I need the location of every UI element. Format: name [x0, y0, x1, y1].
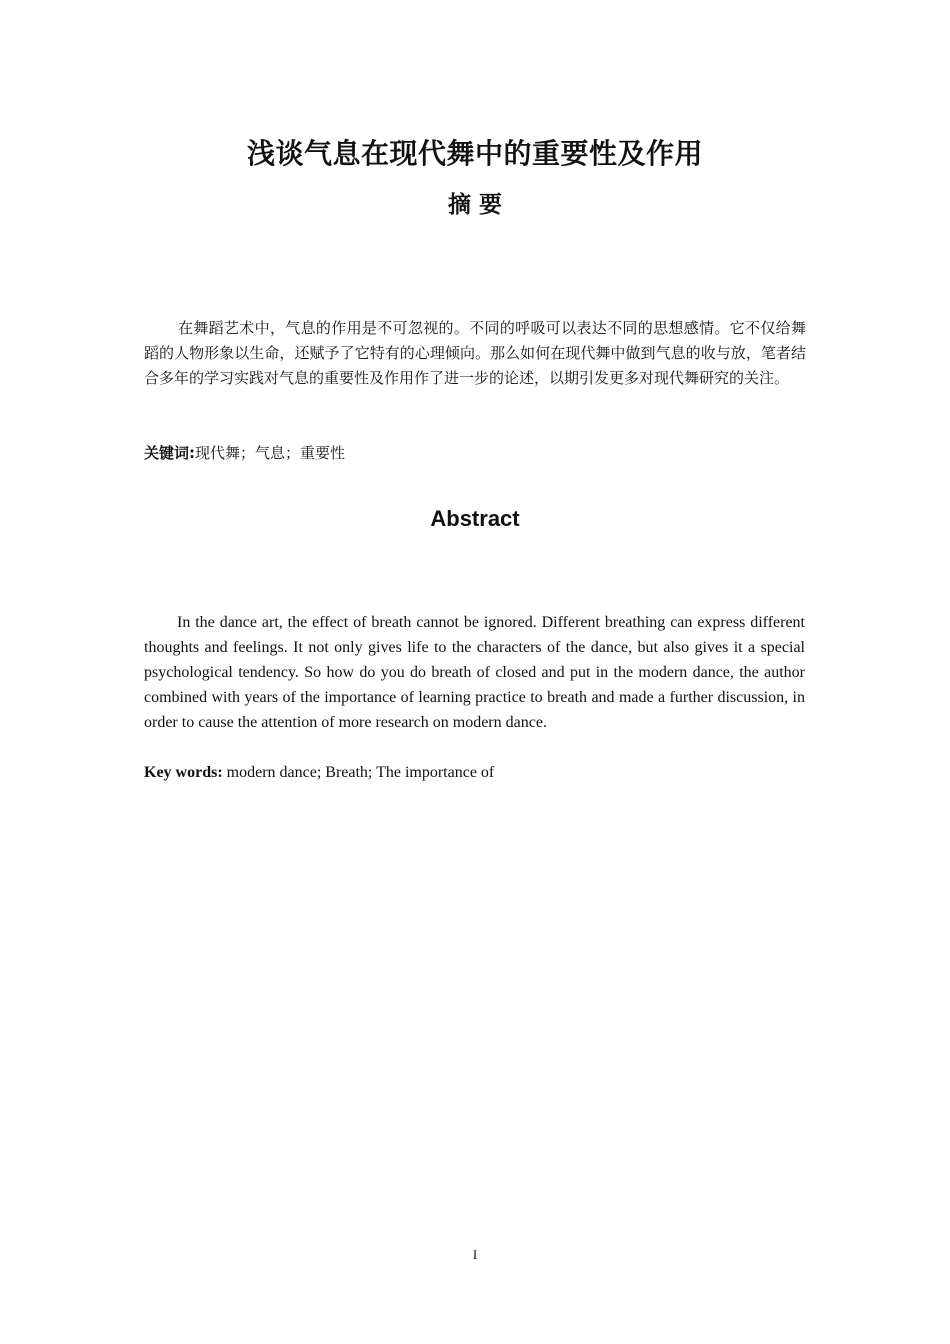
abstract-heading-cn: 摘 要 [447, 192, 502, 218]
keywords-en [144, 760, 805, 785]
keywords-en-values: modern dance; Breath; The importance of [226, 764, 495, 781]
keywords-cn-values: 现代舞；气息；重要性 [195, 444, 346, 462]
keywords-en-label: Key words: [144, 764, 223, 781]
page-number: I [472, 1247, 478, 1262]
keywords-cn [144, 441, 806, 466]
abstract-heading-en: Abstract [430, 506, 520, 531]
abstract-body-cn: 在舞蹈艺术中，气息的作用是不可忽视的。不同的呼吸可以表达不同的思想感情。它不仅给舞蹈的人物形象以生命，还赋予了它特有的心理倾向。那么如何在现代舞中做到气息的收与放，笔者结合多年的学习实践对气息的重要性及作用作了进一步的论述，以期引发更多对现代舞研究的关注。 [144, 319, 806, 387]
abstract-body-en: In the dance art, the effect of breath cannot be ignored. Different breathing can express different thoughts and feelings. It not only gives life to the characters of the dance, but also gives it a special psychological tendency. So how do you do breath of closed and put in the modern dance, the author combined with years of the importance of learning practice to breath and made a further discussion, in order to cause the attention of more research on modern dance. [144, 614, 805, 731]
document-title: 浅谈气息在现代舞中的重要性及作用 [246, 137, 703, 170]
keywords-cn-label: 关键词: [144, 444, 195, 462]
